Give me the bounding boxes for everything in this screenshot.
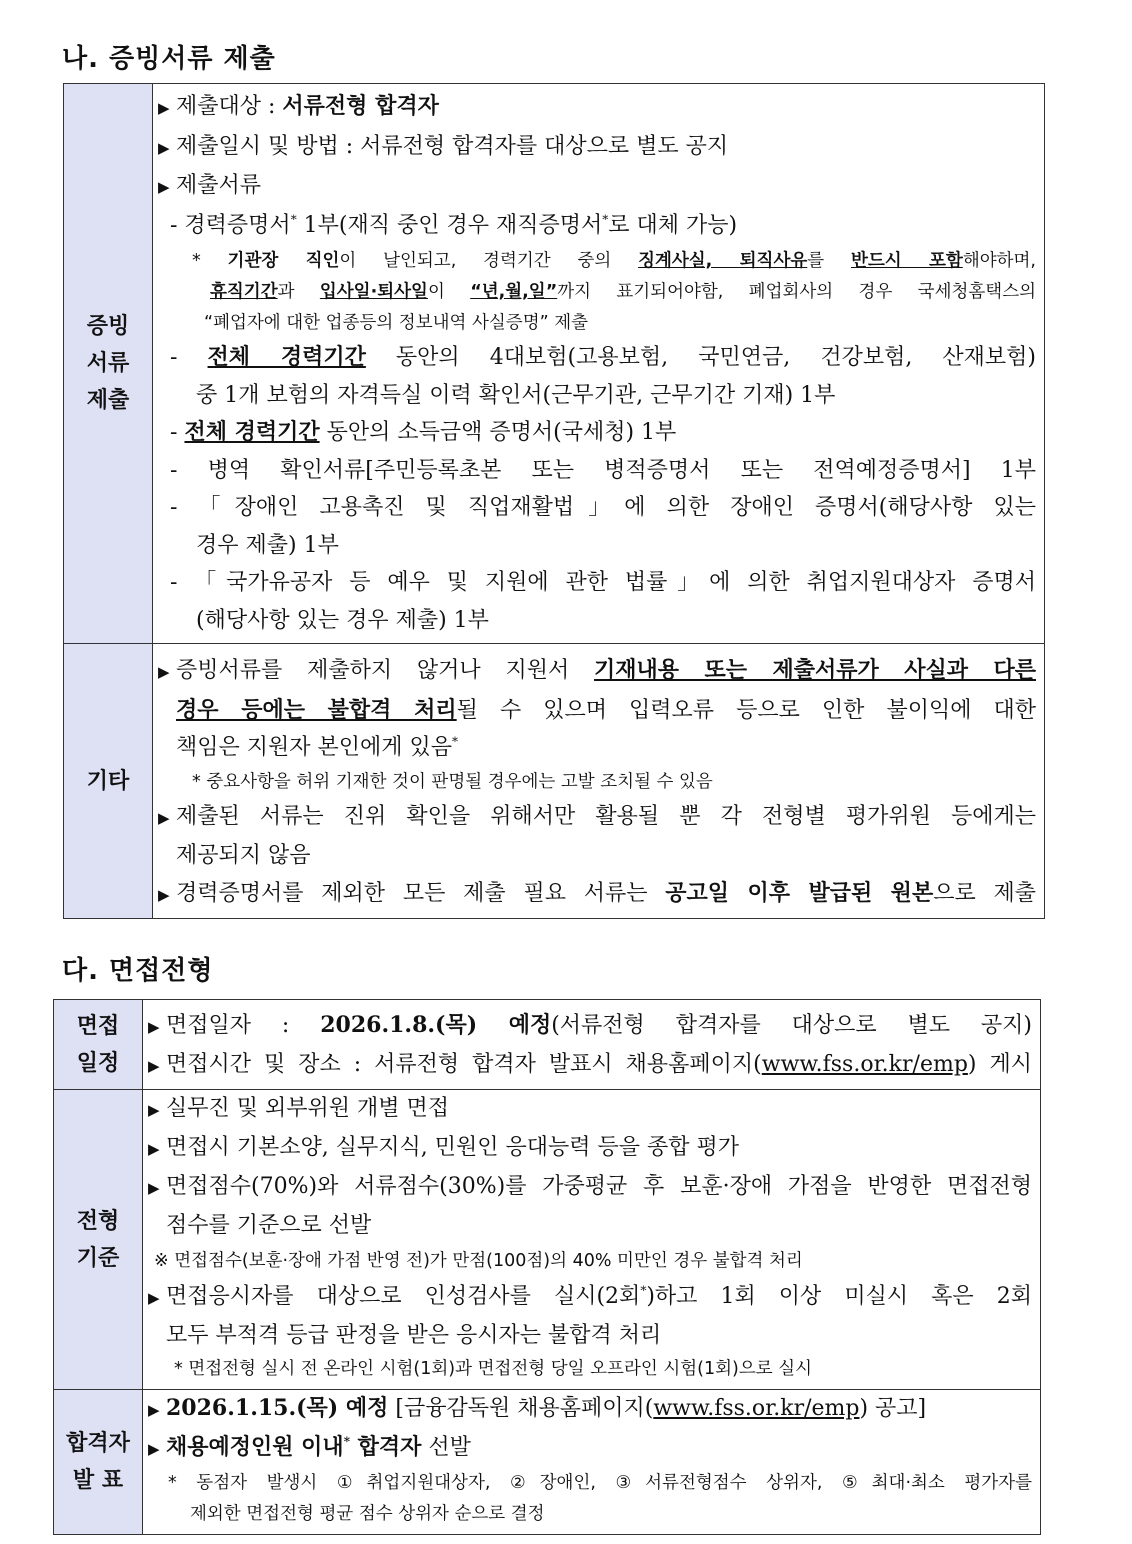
- section-title-submission: 나. 증빙서류 제출: [62, 44, 276, 74]
- section-title-interview: 다. 면접전형: [62, 956, 214, 986]
- etc-content: [153, 644, 1045, 919]
- income-line: - 전체 경력기간 동안의 소득금액 증명서(국세청) 1부: [170, 419, 677, 445]
- criteria-line4b: 모두 부적격 등급 판정을 받은 응시자는 불합격 처리: [166, 1323, 662, 1348]
- triangle-bullet-icon: ▶: [158, 178, 170, 196]
- results-line2: ▶ 채용예정인원 이내* 합격자 선발: [148, 1429, 1032, 1468]
- careers-site-link[interactable]: www.fss.or.kr/emp: [761, 1052, 968, 1077]
- label-docs-submission: 증빙 서류 제출: [64, 84, 153, 644]
- etc-line5: 제공되지 않음: [176, 843, 311, 868]
- careers-site-link[interactable]: www.fss.or.kr/emp: [653, 1396, 860, 1421]
- triangle-bullet-icon: ▶: [158, 99, 170, 117]
- triangle-bullet-icon: ▶: [148, 1018, 160, 1036]
- interview-date-line: ▶ 면접일자 : 2026.1.8.(목) 예정(서류전형 합격자를 대상으로 별도 공지): [148, 1007, 1032, 1046]
- criteria-line2: ▶ 면접시 기본소양, 실무지식, 민원인 응대능력 등을 종합 평가: [148, 1129, 1032, 1168]
- results-note2: 제외한 면접전형 평균 점수 상위자 순으로 결정: [190, 1504, 545, 1524]
- etc-line2: 경우 등에는 불합격 처리될 수 있으며 입력오류 등으로 인한 불이익에 대한: [176, 696, 1036, 723]
- criteria-line4: ▶ 면접응시자를 대상으로 인성검사를 실시(2회*)하고 1회 이상 미실시 혹은 2회: [148, 1278, 1032, 1317]
- criteria-line1: ▶ 실무진 및 외부위원 개별 면접: [148, 1090, 1032, 1129]
- submit-docs-line: ▶ 제출서류: [158, 167, 1036, 207]
- veteran-line2: (해당사항 있는 경우 제출) 1부: [196, 607, 489, 633]
- label-results: 합격자 발 표: [54, 1390, 143, 1535]
- triangle-bullet-icon: ▶: [148, 1289, 160, 1307]
- label-interview-schedule: 면접 일정: [54, 1000, 143, 1090]
- career-note-line3: “폐업자에 대한 업종등의 정보내역 사실증명” 제출: [204, 313, 589, 333]
- label-criteria: 전형 기준: [54, 1090, 143, 1390]
- triangle-bullet-icon: ▶: [148, 1401, 160, 1419]
- veteran-line1: - 「국가유공자 등 예우 및 지원에 관한 법률」에 의한 취업지원대상자 증명서: [170, 570, 1036, 595]
- submission-table: [63, 83, 1045, 919]
- career-note-line2: 휴직기간과 입사일·퇴사일이 “년,월,일”까지 표기되어야함, 폐업회사의 경우 국세청홈택스의: [210, 282, 1037, 302]
- triangle-bullet-icon: ▶: [158, 885, 170, 904]
- interview-place-line: ▶ 면접시간 및 장소 : 서류전형 합격자 발표시 채용홈페이지(www.fss.or.kr/emp) 게시: [148, 1046, 1032, 1085]
- etc-line4: ▶ 제출된 서류는 진위 확인을 위해서만 활용될 뿐 각 전형별 평가위원 등에게는: [158, 798, 1036, 838]
- interview-schedule-content: [143, 1000, 1041, 1090]
- triangle-bullet-icon: ▶: [148, 1140, 160, 1158]
- triangle-bullet-icon: ▶: [148, 1101, 160, 1119]
- results-content: [143, 1390, 1041, 1535]
- career-cert-line: - 경력증명서* 1부(재직 중인 경우 재직증명서*로 대체 가능): [170, 212, 738, 238]
- career-note-line1: * 기관장 직인이 날인되고, 경력기간 중의 징계사실, 퇴직사유를 반드시 포함해야하며,: [192, 251, 1036, 271]
- etc-line3: 책임은 지원자 본인에게 있음*: [176, 734, 459, 760]
- criteria-line3b: 점수를 기준으로 선발: [166, 1213, 372, 1238]
- triangle-bullet-icon: ▶: [148, 1057, 160, 1075]
- triangle-bullet-icon: ▶: [158, 808, 170, 827]
- submit-target-line: ▶ 제출대상 : 서류전형 합격자: [158, 88, 1036, 128]
- etc-line6: ▶ 경력증명서를 제외한 모든 제출 필요 서류는 공고일 이후 발급된 원본으로 제출: [158, 875, 1036, 915]
- submit-method-line: ▶ 제출일시 및 방법 : 서류전형 합격자를 대상으로 별도 공지: [158, 128, 1036, 168]
- results-line1: ▶ 2026.1.15.(목) 예정 [금융감독원 채용홈페이지(www.fss.or.kr/emp) 공고]: [148, 1390, 1032, 1429]
- criteria-note: ※ 면접점수(보훈·장애 가점 반영 전)가 만점(100점)의 40% 미만인 경우 불합격 처리: [154, 1251, 803, 1271]
- criteria-note2: * 면접전형 실시 전 온라인 시험(1회)과 면접전형 당일 오프라인 시험(1회)으로 실시: [174, 1359, 813, 1379]
- disability-line1: - 「장애인 고용촉진 및 직업재활법」에 의한 장애인 증명서(해당사항 있는: [170, 495, 1036, 520]
- disability-line2: 경우 제출) 1부: [196, 532, 339, 558]
- docs-submission-content: [153, 84, 1045, 644]
- military-line: - 병역 확인서류[주민등록초본 또는 병적증명서 또는 전역예정증명서] 1부: [170, 457, 1036, 483]
- criteria-line3: ▶ 면접점수(70%)와 서류점수(30%)를 가중평균 후 보훈·장애 가점을 반영한 면접전형: [148, 1168, 1032, 1207]
- interview-table: [53, 999, 1041, 1535]
- triangle-bullet-icon: ▶: [158, 138, 170, 157]
- etc-line1: ▶ 증빙서류를 제출하지 않거나 지원서 기재내용 또는 제출서류가 사실과 다른: [158, 652, 1036, 692]
- triangle-bullet-icon: ▶: [148, 1440, 160, 1458]
- criteria-content: [143, 1090, 1041, 1390]
- etc-note: * 중요사항을 허위 기재한 것이 판명될 경우에는 고발 조치될 수 있음: [192, 771, 713, 792]
- insurance-line1: - 전체 경력기간 동안의 4대보험(고용보험, 국민연금, 건강보험, 산재보험): [170, 344, 1037, 370]
- triangle-bullet-icon: ▶: [158, 663, 170, 681]
- triangle-bullet-icon: ▶: [148, 1179, 160, 1197]
- results-note1: * 동점자 발생시 ①취업지원대상자, ②장애인, ③서류전형점수 상위자, ⑤최대·최소 평가자를: [168, 1473, 1032, 1493]
- label-etc: 기타: [64, 644, 153, 919]
- insurance-line2: 중 1개 보험의 자격득실 이력 확인서(근무기관, 근무기간 기재) 1부: [196, 382, 836, 408]
